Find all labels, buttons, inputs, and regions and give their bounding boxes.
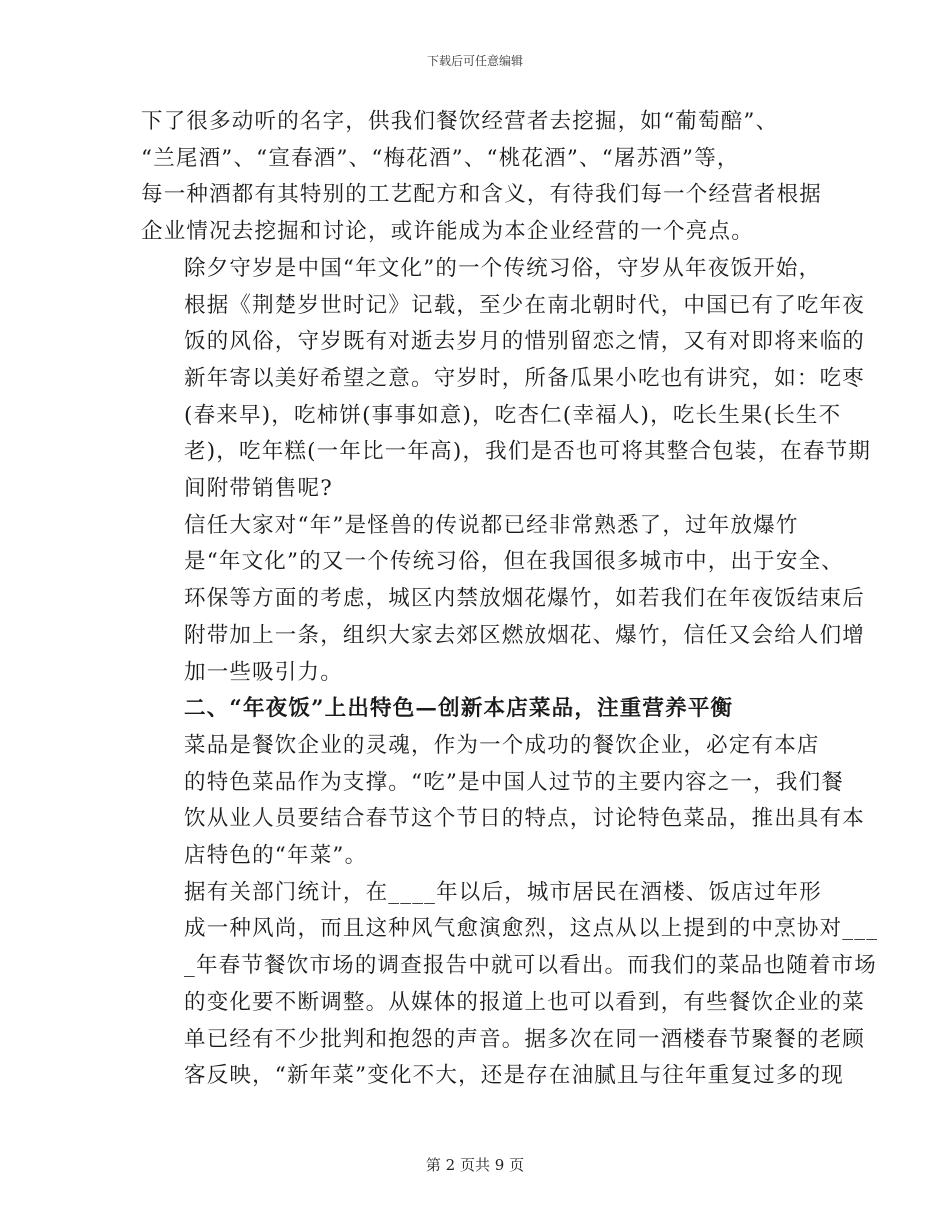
paragraph: [141, 875, 879, 1095]
paragraph: [141, 508, 866, 692]
text-line: 菜品是餐饮企业的灵魂，作为一个成功的餐饮企业，必定有本店: [184, 732, 820, 758]
paragraph: [141, 251, 872, 508]
text-line: 的变化要不断调整。从媒体的报道上也可以看到，有些餐饮企业的菜: [184, 989, 866, 1015]
text-line: 下了很多动听的名字，供我们餐饮经营者去挖掘，如“葡萄醅”、: [141, 109, 779, 134]
text-line: (春来早)，吃柿饼(事事如意)，吃杏仁(幸福人)，吃长生果(长生不: [184, 402, 842, 428]
text-line: 环保等方面的考虑，城区内禁放烟花爆竹，如若我们在年夜饭结束后: [184, 586, 866, 612]
text-line: 老)，吃年糕(一年比一年高)，我们是否也可将其整合包装，在春节期: [184, 439, 872, 465]
text-line: 每一种酒都有其特别的工艺配方和含义，有待我们每一个经营者根据: [141, 182, 823, 208]
paragraph: [141, 728, 866, 875]
text-line: 企业情况去挖掘和讨论，或许能成为本企业经营的一个亮点。: [141, 219, 754, 245]
section-heading: [141, 691, 809, 728]
text-line: 单已经有不少批判和抱怨的声音。据多次在同一酒楼春节聚餐的老顾: [184, 1026, 866, 1052]
text-line: 店特色的“年菜”。: [184, 843, 368, 869]
text-line: 除夕守岁是中国“年文化”的一个传统习俗，守岁从年夜饭开始，: [184, 255, 822, 281]
text-line: 的特色菜品作为支撑。“吃”是中国人过节的主要内容之一，我们餐: [184, 769, 844, 795]
text-line: 新年寄以美好希望之意。守岁时，所备瓜果小吃也有讲究，如：吃枣: [184, 365, 866, 391]
page-header: 下载后可任意编辑: [426, 54, 523, 68]
text-line: 饮从业人员要结合春节这个节日的特点，讨论特色菜品，推出具有本: [184, 806, 866, 832]
text-line: 成一种风尚，而且这种风气愈演愈烈，这点从以上提到的中烹协对___: [184, 916, 879, 942]
text-line: 加一些吸引力。: [184, 659, 343, 685]
text-line: 间附带销售呢?: [184, 476, 333, 502]
text-line: 根据《荆楚岁世时记》记载，至少在南北朝时代，中国已有了吃年夜: [184, 292, 866, 318]
text-line: “兰尾酒”、“宣春酒”、“梅花酒”、“桃花酒”、“屠苏酒”等，: [141, 145, 740, 171]
text-line: 客反映，“新年菜”变化不大，还是存在油腻且与往年重复过多的现: [184, 1063, 844, 1089]
text-line: 饭的风俗，守岁既有对逝去岁月的惜别留恋之情，又有对即将来临的: [184, 329, 866, 355]
page-footer: 第 2 页共 9 页: [425, 1156, 525, 1174]
text-line: 附带加上一条，组织大家去郊区燃放烟花、爆竹，信任又会给人们增: [184, 622, 866, 648]
text-line: 是“年文化”的又一个传统习俗，但在我国很多城市中，出于安全、: [184, 549, 844, 575]
text-line: 信任大家对“年”是怪兽的传说都已经非常熟悉了，过年放爆竹: [184, 512, 799, 538]
paragraph: [141, 104, 823, 251]
text-line: _年春节餐饮市场的调查报告中就可以看出。而我们的菜品也随着市场: [184, 953, 877, 979]
text-line: 二、“年夜饭”上出特色—创新本店菜品，注重营养平衡: [184, 696, 734, 722]
text-line: 据有关部门统计，在____年以后，城市居民在酒楼、饭店过年形: [184, 879, 823, 905]
document-body: [141, 104, 879, 1095]
